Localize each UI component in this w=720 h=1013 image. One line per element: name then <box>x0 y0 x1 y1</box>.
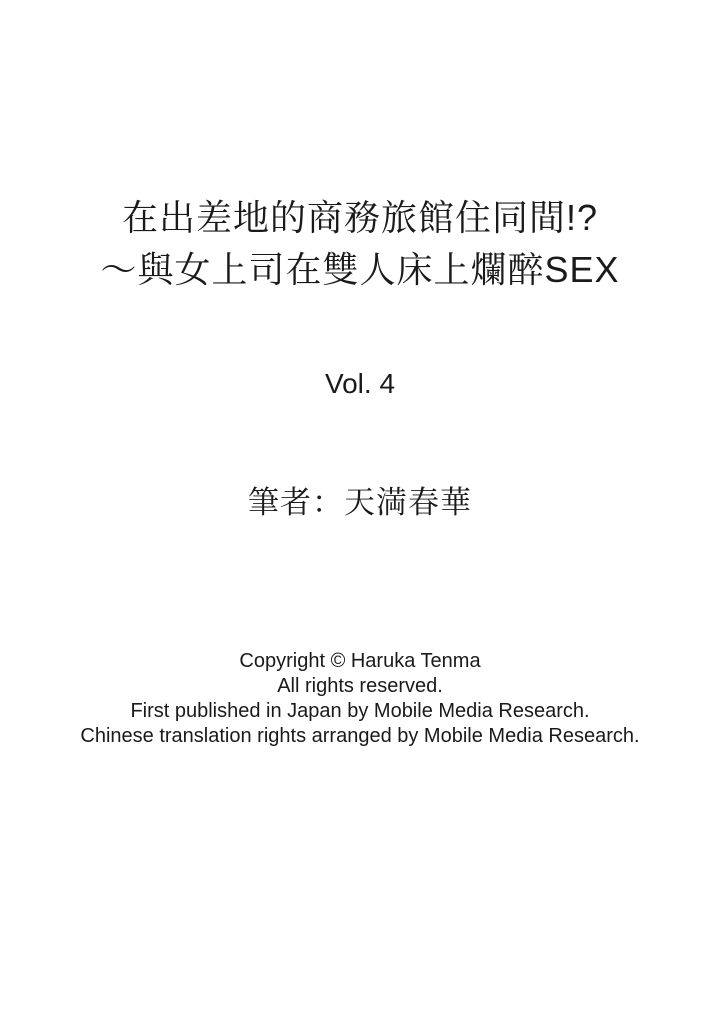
author-line: 筆者：天満春華 <box>248 485 472 520</box>
book-title-line-2: ～與女上司在雙人床上爛醉SEX <box>100 249 620 290</box>
copyright-line-owner: Copyright © Haruka Tenma <box>239 650 481 672</box>
volume-label: Vol. 4 <box>324 368 396 399</box>
copyright-notice <box>0 649 720 749</box>
copyright-line-rights: All rights reserved. <box>277 675 443 697</box>
book-title <box>0 192 720 296</box>
copyright-line-publisher: First published in Japan by Mobile Media Research. <box>130 700 590 722</box>
book-title-line-1: 在出差地的商務旅館住同間!? <box>121 197 599 238</box>
copyright-line-translation: Chinese translation rights arranged by Mobile Media Research. <box>80 725 640 747</box>
